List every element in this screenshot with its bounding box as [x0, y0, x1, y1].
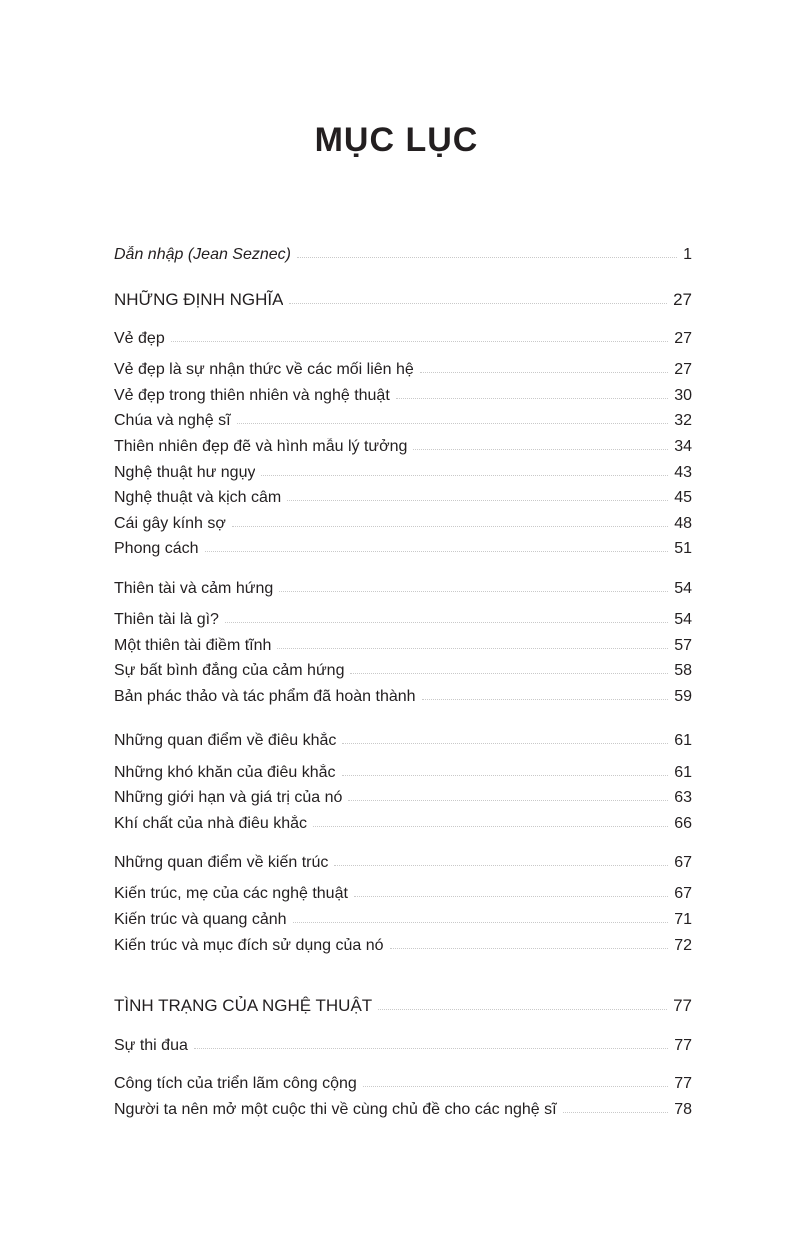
toc-entry-title: Vẻ đẹp trong thiên nhiên và nghệ thuật — [114, 387, 390, 404]
toc-chapter-row[interactable] — [114, 330, 692, 348]
toc-entry-title: Vẻ đẹp — [114, 330, 165, 347]
toc-page-number: 51 — [674, 540, 692, 557]
toc-entry-title: Chúa và nghệ sĩ — [114, 412, 231, 429]
toc-entry-title: Kiến trúc và quang cảnh — [114, 911, 287, 928]
dot-leader — [171, 340, 668, 342]
toc-entry-title: NHỮNG ĐỊNH NGHĨA — [114, 290, 284, 309]
dot-leader — [289, 302, 667, 304]
toc-page-number: 30 — [674, 387, 692, 404]
toc-section-row[interactable] — [114, 540, 692, 558]
toc-section-row[interactable] — [114, 464, 692, 482]
dot-leader — [354, 895, 668, 897]
dot-leader — [563, 1111, 669, 1113]
toc-page-number: 43 — [674, 464, 692, 481]
toc-page-number: 58 — [674, 662, 692, 679]
page-title: MỤC LỤC — [314, 121, 479, 159]
toc-entry-title: Nghệ thuật hư ngụy — [114, 464, 256, 481]
toc-entry-title: Thiên nhiên đẹp đẽ và hình mẫu lý tưởng — [114, 438, 408, 455]
toc-chapter-row[interactable] — [114, 1037, 692, 1055]
dot-leader — [237, 422, 669, 424]
toc-entry-title: Những quan điểm về điêu khắc — [114, 732, 337, 749]
dot-leader — [205, 550, 669, 552]
toc-entry-title: Người ta nên mở một cuộc thi về cùng chủ đề cho các nghệ sĩ — [114, 1101, 557, 1118]
toc-section-row[interactable] — [114, 815, 692, 833]
toc-section-row[interactable] — [114, 611, 692, 629]
toc-entry-title: Khí chất của nhà điêu khắc — [114, 815, 308, 832]
dot-leader — [363, 1085, 668, 1087]
dot-leader — [420, 371, 668, 373]
toc-page-number: 77 — [674, 1075, 692, 1092]
toc-entry-title: Vẻ đẹp là sự nhận thức về các mối liên hệ — [114, 361, 414, 378]
toc-page-number: 1 — [683, 246, 692, 263]
toc-entry-title: Những quan điểm về kiến trúc — [114, 854, 329, 871]
dot-leader — [225, 621, 668, 623]
toc-page-number: 61 — [674, 764, 692, 781]
toc-page-number: 54 — [674, 611, 692, 628]
dot-leader — [334, 864, 668, 866]
toc-entry-title: Dẫn nhập (Jean Seznec) — [114, 246, 291, 263]
toc-section-row[interactable] — [114, 515, 692, 533]
toc-page-number: 32 — [674, 412, 692, 429]
toc-entry-title: Nghệ thuật và kịch câm — [114, 489, 282, 506]
toc-page-number: 48 — [674, 515, 692, 532]
dot-leader — [396, 397, 668, 399]
dot-leader — [279, 590, 668, 592]
toc-page-number: 27 — [674, 361, 692, 378]
toc-entry-title: Thiên tài là gì? — [114, 611, 219, 628]
dot-leader — [313, 825, 668, 827]
toc-page-number: 67 — [674, 854, 692, 871]
toc-entry-title: Công tích của triển lãm công cộng — [114, 1075, 357, 1092]
toc-section-row[interactable] — [114, 764, 692, 782]
dot-leader — [277, 647, 668, 649]
toc-entry-title: Cái gây kính sợ — [114, 515, 226, 532]
toc-section-row[interactable] — [114, 789, 692, 807]
dot-leader — [297, 256, 677, 258]
toc-page-number: 61 — [674, 732, 692, 749]
dot-leader — [194, 1047, 668, 1049]
toc-part-row[interactable] — [114, 996, 692, 1016]
toc-page-number: 72 — [674, 937, 692, 954]
toc-section-row[interactable] — [114, 911, 692, 929]
toc-entry-title: Phong cách — [114, 540, 199, 557]
toc-entry-title: Thiên tài và cảm hứng — [114, 580, 274, 597]
toc-section-row[interactable] — [114, 438, 692, 456]
dot-leader — [287, 499, 668, 501]
dot-leader — [261, 474, 668, 476]
toc-page-number: 59 — [674, 688, 692, 705]
dot-leader — [232, 525, 668, 527]
toc-section-row[interactable] — [114, 412, 692, 430]
dot-leader — [422, 698, 669, 700]
toc-section-row[interactable] — [114, 662, 692, 680]
toc-entry-title: Kiến trúc, mẹ của các nghệ thuật — [114, 885, 348, 902]
toc-page-number: 45 — [674, 489, 692, 506]
toc-page-number: 63 — [674, 789, 692, 806]
toc-entry-title: Sự thi đua — [114, 1037, 188, 1054]
dot-leader — [378, 1008, 667, 1010]
dot-leader — [390, 947, 669, 949]
toc-chapter-row[interactable] — [114, 854, 692, 872]
toc-entry-title: Những khó khăn của điêu khắc — [114, 764, 336, 781]
dot-leader — [350, 672, 668, 674]
toc-entry-title: Những giới hạn và giá trị của nó — [114, 789, 343, 806]
toc-section-row[interactable] — [114, 489, 692, 507]
toc-section-row[interactable] — [114, 1101, 692, 1119]
toc-entry-title: Sự bất bình đẳng của cảm hứng — [114, 662, 345, 679]
toc-entry-title: Kiến trúc và mục đích sử dụng của nó — [114, 937, 384, 954]
toc-page-number: 77 — [674, 1037, 692, 1054]
dot-leader — [342, 774, 669, 776]
toc-page-number: 34 — [674, 438, 692, 455]
toc-page-number: 67 — [674, 885, 692, 902]
toc-section-row[interactable] — [114, 1075, 692, 1093]
toc-page-number: 27 — [673, 290, 692, 309]
toc-section-row[interactable] — [114, 637, 692, 655]
toc-page-number: 54 — [674, 580, 692, 597]
toc-chapter-row[interactable] — [114, 732, 692, 750]
toc-section-row[interactable] — [114, 688, 692, 706]
dot-leader — [413, 448, 668, 450]
toc-section-row[interactable] — [114, 387, 692, 405]
toc-intro-row[interactable] — [114, 246, 692, 264]
toc-page-number: 57 — [674, 637, 692, 654]
toc-part-row[interactable] — [114, 290, 692, 310]
toc-section-row[interactable] — [114, 937, 692, 955]
toc-entry-title: TÌNH TRẠNG CỦA NGHỆ THUẬT — [114, 996, 373, 1015]
toc-section-row[interactable] — [114, 885, 692, 903]
dot-leader — [348, 799, 668, 801]
toc-page-number: 66 — [674, 815, 692, 832]
toc-section-row[interactable] — [114, 361, 692, 379]
toc-page-number: 27 — [674, 330, 692, 347]
dot-leader — [293, 921, 669, 923]
toc-page-number: 77 — [673, 996, 692, 1015]
toc-chapter-row[interactable] — [114, 580, 692, 598]
dot-leader — [342, 742, 668, 744]
toc-entry-title: Bản phác thảo và tác phẩm đã hoàn thành — [114, 688, 416, 705]
toc-page-number: 71 — [674, 911, 692, 928]
toc-entry-title: Một thiên tài điềm tĩnh — [114, 637, 272, 654]
toc-page-number: 78 — [674, 1101, 692, 1118]
